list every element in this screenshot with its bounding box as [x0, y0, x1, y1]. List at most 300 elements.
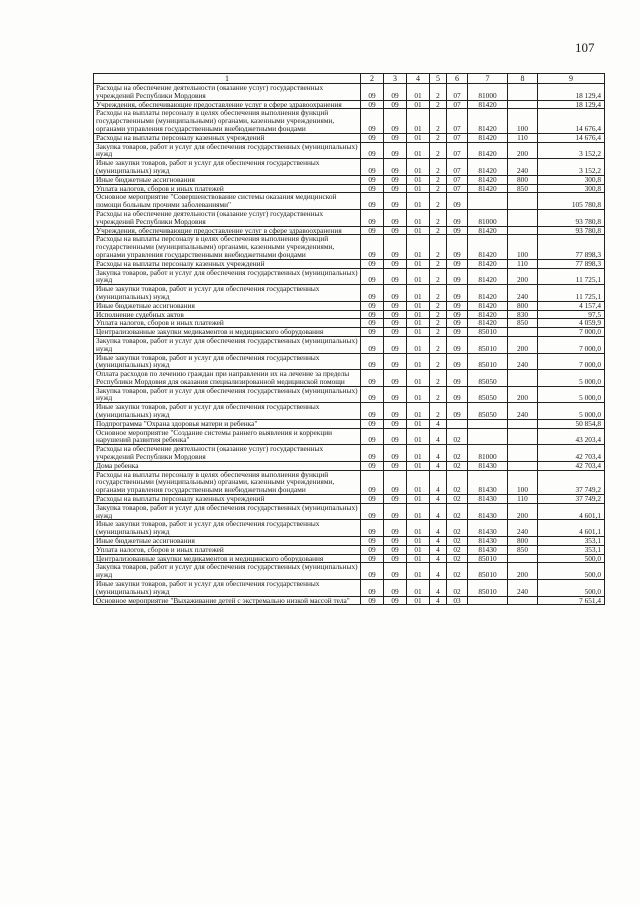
table-row: [94, 235, 605, 259]
code-expense-type-cell: 100: [508, 109, 538, 133]
row-name-cell: Расходы на обеспечение деятельности (оказание услуг) государственных учреждений Республики Мордовия: [94, 209, 361, 226]
table-row: [94, 328, 605, 337]
code-direction-cell: [468, 419, 508, 428]
code-program-cell: 01: [407, 537, 430, 546]
code-event-cell: 07: [447, 184, 468, 193]
row-name-cell: Дома ребенка: [94, 461, 361, 470]
code-program-cell: 01: [407, 226, 430, 235]
code-subprogram-cell: 2: [430, 386, 447, 403]
code-gp-cell: 09: [361, 386, 384, 403]
code-expense-type-cell: 800: [508, 301, 538, 310]
code-subprogram-cell: 4: [430, 545, 447, 554]
code-expense-type-cell: [508, 370, 538, 387]
row-name-cell: Закупка товаров, работ и услуг для обеспечения государственных (муниципальных) нужд: [94, 563, 361, 580]
row-sum-cell: 77 898,3: [538, 235, 605, 259]
row-name-cell: Иные закупки товаров, работ и услуг для обеспечения государственных (муниципальных) нужд: [94, 403, 361, 420]
row-sum-cell: 5 000,0: [538, 403, 605, 420]
row-sum-cell: 353,1: [538, 537, 605, 546]
code-gp-cell: 09: [361, 495, 384, 504]
row-sum-cell: 300,8: [538, 175, 605, 184]
row-name-cell: Закупка товаров, работ и услуг для обеспечения государственных (муниципальных) нужд: [94, 503, 361, 520]
code-direction-cell: 81000: [468, 209, 508, 226]
code-program-cell: 01: [407, 470, 430, 494]
code-event-cell: 09: [447, 209, 468, 226]
row-name-cell: Иные бюджетные ассигнования: [94, 301, 361, 310]
row-sum-cell: 11 725,1: [538, 285, 605, 302]
code-subprogram-cell: 2: [430, 100, 447, 109]
code-pp-cell: 09: [384, 545, 407, 554]
code-subprogram-cell: 2: [430, 319, 447, 328]
code-expense-type-cell: [508, 193, 538, 210]
code-event-cell: 02: [447, 545, 468, 554]
code-pp-cell: 09: [384, 184, 407, 193]
code-subprogram-cell: 2: [430, 193, 447, 210]
code-gp-cell: 09: [361, 301, 384, 310]
table-row: [94, 386, 605, 403]
table-row: [94, 268, 605, 285]
code-gp-cell: 09: [361, 370, 384, 387]
row-sum-cell: 42 703,4: [538, 445, 605, 462]
column-header: 5: [430, 74, 447, 84]
row-sum-cell: 18 129,4: [538, 84, 605, 101]
code-expense-type-cell: 850: [508, 545, 538, 554]
code-pp-cell: 09: [384, 100, 407, 109]
code-event-cell: 07: [447, 142, 468, 159]
code-gp-cell: 09: [361, 133, 384, 142]
code-program-cell: 01: [407, 328, 430, 337]
code-direction-cell: 85010: [468, 353, 508, 370]
code-pp-cell: 09: [384, 495, 407, 504]
row-name-cell: Закупка товаров, работ и услуг для обеспечения государственных (муниципальных) нужд: [94, 386, 361, 403]
code-expense-type-cell: 110: [508, 259, 538, 268]
code-event-cell: 09: [447, 319, 468, 328]
code-program-cell: 01: [407, 109, 430, 133]
code-pp-cell: 09: [384, 403, 407, 420]
code-direction-cell: 81430: [468, 537, 508, 546]
code-pp-cell: 09: [384, 268, 407, 285]
column-header: 8: [508, 74, 538, 84]
row-sum-cell: 3 152,2: [538, 142, 605, 159]
code-gp-cell: 09: [361, 328, 384, 337]
code-pp-cell: 09: [384, 537, 407, 546]
code-subprogram-cell: 4: [430, 503, 447, 520]
code-subprogram-cell: 4: [430, 495, 447, 504]
table-row: [94, 319, 605, 328]
row-sum-cell: 93 780,8: [538, 226, 605, 235]
code-pp-cell: 09: [384, 109, 407, 133]
table-row: [94, 133, 605, 142]
table-row: [94, 545, 605, 554]
row-name-cell: Централизованные закупки медикаментов и медицинского оборудования: [94, 554, 361, 563]
code-expense-type-cell: [508, 100, 538, 109]
code-program-cell: 01: [407, 310, 430, 319]
code-expense-type-cell: 850: [508, 184, 538, 193]
row-sum-cell: 42 703,4: [538, 461, 605, 470]
code-subprogram-cell: 2: [430, 268, 447, 285]
row-name-cell: Оплата расходов по лечению граждан при направлении их на лечение за пределы Республики Мордовия для оказания специализированной медицинской помощи: [94, 370, 361, 387]
code-pp-cell: 09: [384, 428, 407, 445]
code-event-cell: 02: [447, 470, 468, 494]
row-sum-cell: 500,0: [538, 554, 605, 563]
row-sum-cell: 4 059,9: [538, 319, 605, 328]
code-event-cell: 02: [447, 580, 468, 597]
code-program-cell: 01: [407, 159, 430, 176]
code-event-cell: 02: [447, 503, 468, 520]
code-event-cell: 09: [447, 328, 468, 337]
code-expense-type-cell: [508, 84, 538, 101]
table-row: [94, 596, 605, 605]
table-row: [94, 580, 605, 597]
code-subprogram-cell: 2: [430, 226, 447, 235]
code-subprogram-cell: 2: [430, 403, 447, 420]
code-subprogram-cell: 2: [430, 328, 447, 337]
row-sum-cell: 300,8: [538, 184, 605, 193]
row-sum-cell: 7 651,4: [538, 596, 605, 605]
code-subprogram-cell: 2: [430, 301, 447, 310]
table-row: [94, 370, 605, 387]
table-row: [94, 353, 605, 370]
code-gp-cell: 09: [361, 580, 384, 597]
code-gp-cell: 09: [361, 310, 384, 319]
code-event-cell: 07: [447, 159, 468, 176]
row-name-cell: Закупка товаров, работ и услуг для обеспечения государственных (муниципальных) нужд: [94, 142, 361, 159]
code-gp-cell: 09: [361, 336, 384, 353]
column-header: 9: [538, 74, 605, 84]
code-event-cell: 07: [447, 109, 468, 133]
code-pp-cell: 09: [384, 520, 407, 537]
code-gp-cell: 09: [361, 554, 384, 563]
column-header: 3: [384, 74, 407, 84]
code-direction-cell: 81420: [468, 100, 508, 109]
code-direction-cell: 81420: [468, 268, 508, 285]
table-row: [94, 310, 605, 319]
code-program-cell: 01: [407, 419, 430, 428]
code-direction-cell: 81420: [468, 184, 508, 193]
code-event-cell: 09: [447, 226, 468, 235]
code-subprogram-cell: 4: [430, 428, 447, 445]
code-direction-cell: 81420: [468, 259, 508, 268]
code-direction-cell: 81430: [468, 470, 508, 494]
code-event-cell: 09: [447, 353, 468, 370]
table-row: [94, 84, 605, 101]
code-pp-cell: 09: [384, 328, 407, 337]
row-sum-cell: 4 601,1: [538, 520, 605, 537]
code-program-cell: 01: [407, 193, 430, 210]
code-direction-cell: 81000: [468, 445, 508, 462]
code-subprogram-cell: 2: [430, 353, 447, 370]
code-expense-type-cell: 200: [508, 268, 538, 285]
code-direction-cell: 81420: [468, 226, 508, 235]
code-direction-cell: 81420: [468, 133, 508, 142]
code-direction-cell: 81420: [468, 159, 508, 176]
row-name-cell: Расходы на выплаты персоналу в целях обеспечения выполнения функций государственными (муниципальными) органами, казенными учреждениями, органами управления государственными внебюджетными фондами: [94, 109, 361, 133]
table-row: [94, 336, 605, 353]
code-expense-type-cell: [508, 328, 538, 337]
code-direction-cell: 81430: [468, 461, 508, 470]
row-sum-cell: 5 000,0: [538, 386, 605, 403]
code-program-cell: 01: [407, 503, 430, 520]
code-subprogram-cell: 4: [430, 520, 447, 537]
code-pp-cell: 09: [384, 445, 407, 462]
row-name-cell: Учреждения, обеспечивающие предоставление услуг в сфере здравоохранения: [94, 226, 361, 235]
code-gp-cell: 09: [361, 403, 384, 420]
code-gp-cell: 09: [361, 209, 384, 226]
code-direction-cell: [468, 193, 508, 210]
code-event-cell: 09: [447, 268, 468, 285]
code-subprogram-cell: 2: [430, 235, 447, 259]
code-event-cell: 07: [447, 133, 468, 142]
code-subprogram-cell: 2: [430, 84, 447, 101]
code-direction-cell: 81420: [468, 285, 508, 302]
row-name-cell: Иные закупки товаров, работ и услуг для обеспечения государственных (муниципальных) нужд: [94, 520, 361, 537]
table-row: [94, 445, 605, 462]
table-row: [94, 301, 605, 310]
code-subprogram-cell: 2: [430, 133, 447, 142]
column-header: 6: [447, 74, 468, 84]
code-gp-cell: 09: [361, 100, 384, 109]
code-expense-type-cell: 200: [508, 563, 538, 580]
code-event-cell: 09: [447, 301, 468, 310]
code-expense-type-cell: 200: [508, 142, 538, 159]
code-expense-type-cell: 240: [508, 285, 538, 302]
code-gp-cell: 09: [361, 226, 384, 235]
code-event-cell: 02: [447, 495, 468, 504]
row-name-cell: Уплата налогов, сборов и иных платежей: [94, 319, 361, 328]
row-name-cell: Основное мероприятие "Совершенствование системы оказания медицинской помощи больным прочими заболеваниями": [94, 193, 361, 210]
code-program-cell: 01: [407, 100, 430, 109]
row-name-cell: Централизованные закупки медикаментов и медицинского оборудования: [94, 328, 361, 337]
code-direction-cell: 81420: [468, 235, 508, 259]
table-row: [94, 403, 605, 420]
code-program-cell: 01: [407, 495, 430, 504]
code-expense-type-cell: [508, 428, 538, 445]
code-gp-cell: 09: [361, 353, 384, 370]
code-event-cell: 09: [447, 386, 468, 403]
code-program-cell: 01: [407, 580, 430, 597]
code-event-cell: 02: [447, 537, 468, 546]
code-event-cell: 02: [447, 461, 468, 470]
row-name-cell: Расходы на выплаты персоналу казенных учреждений: [94, 495, 361, 504]
code-gp-cell: 09: [361, 445, 384, 462]
code-pp-cell: 09: [384, 226, 407, 235]
code-direction-cell: 85050: [468, 386, 508, 403]
code-program-cell: 01: [407, 319, 430, 328]
code-expense-type-cell: 110: [508, 495, 538, 504]
code-direction-cell: 81420: [468, 142, 508, 159]
code-event-cell: 09: [447, 259, 468, 268]
code-subprogram-cell: 4: [430, 445, 447, 462]
table-row: [94, 226, 605, 235]
code-subprogram-cell: 4: [430, 537, 447, 546]
code-program-cell: 01: [407, 235, 430, 259]
code-subprogram-cell: 4: [430, 580, 447, 597]
code-direction-cell: 81430: [468, 503, 508, 520]
code-expense-type-cell: [508, 226, 538, 235]
row-sum-cell: 18 129,4: [538, 100, 605, 109]
table-row: [94, 554, 605, 563]
page-number: 107: [575, 40, 595, 55]
row-sum-cell: 77 898,3: [538, 259, 605, 268]
row-name-cell: Расходы на выплаты персоналу казенных учреждений: [94, 259, 361, 268]
code-subprogram-cell: 2: [430, 370, 447, 387]
code-subprogram-cell: 2: [430, 159, 447, 176]
code-program-cell: 01: [407, 428, 430, 445]
code-program-cell: 01: [407, 596, 430, 605]
code-direction-cell: 85050: [468, 370, 508, 387]
row-sum-cell: 3 152,2: [538, 159, 605, 176]
code-pp-cell: 09: [384, 580, 407, 597]
row-sum-cell: 50 854,8: [538, 419, 605, 428]
code-program-cell: 01: [407, 353, 430, 370]
row-name-cell: Исполнение судебных актов: [94, 310, 361, 319]
code-gp-cell: 09: [361, 428, 384, 445]
table-row: [94, 495, 605, 504]
code-program-cell: 01: [407, 445, 430, 462]
code-program-cell: 01: [407, 563, 430, 580]
code-pp-cell: 09: [384, 175, 407, 184]
code-pp-cell: 09: [384, 142, 407, 159]
code-event-cell: 07: [447, 100, 468, 109]
code-pp-cell: 09: [384, 461, 407, 470]
code-direction-cell: 81430: [468, 495, 508, 504]
column-header: 4: [407, 74, 430, 84]
code-pp-cell: 09: [384, 554, 407, 563]
code-program-cell: 01: [407, 133, 430, 142]
code-gp-cell: 09: [361, 596, 384, 605]
code-subprogram-cell: 2: [430, 142, 447, 159]
code-gp-cell: 09: [361, 193, 384, 210]
code-gp-cell: 09: [361, 319, 384, 328]
table-row: [94, 520, 605, 537]
code-gp-cell: 09: [361, 537, 384, 546]
row-sum-cell: 500,0: [538, 563, 605, 580]
code-gp-cell: 09: [361, 520, 384, 537]
row-name-cell: Подпрограмма "Охрана здоровья матери и ребенка": [94, 419, 361, 428]
row-sum-cell: 500,0: [538, 580, 605, 597]
code-expense-type-cell: 830: [508, 310, 538, 319]
row-name-cell: Учреждения, обеспечивающие предоставление услуг в сфере здравоохранения: [94, 100, 361, 109]
table-row: [94, 100, 605, 109]
code-pp-cell: 09: [384, 301, 407, 310]
code-subprogram-cell: 2: [430, 310, 447, 319]
row-name-cell: Иные бюджетные ассигнования: [94, 175, 361, 184]
code-gp-cell: 09: [361, 503, 384, 520]
code-program-cell: 01: [407, 554, 430, 563]
code-direction-cell: 81420: [468, 175, 508, 184]
row-name-cell: Уплата налогов, сборов и иных платежей: [94, 545, 361, 554]
code-direction-cell: 81420: [468, 109, 508, 133]
code-gp-cell: 09: [361, 461, 384, 470]
code-pp-cell: 09: [384, 503, 407, 520]
budget-table: [93, 73, 605, 605]
code-gp-cell: 09: [361, 109, 384, 133]
code-gp-cell: 09: [361, 563, 384, 580]
code-pp-cell: 09: [384, 209, 407, 226]
code-pp-cell: 09: [384, 84, 407, 101]
code-program-cell: 01: [407, 301, 430, 310]
code-event-cell: [447, 419, 468, 428]
row-sum-cell: 37 749,2: [538, 470, 605, 494]
row-name-cell: Иные закупки товаров, работ и услуг для обеспечения государственных (муниципальных) нужд: [94, 159, 361, 176]
code-program-cell: 01: [407, 545, 430, 554]
row-name-cell: Расходы на выплаты персоналу казенных учреждений: [94, 133, 361, 142]
code-subprogram-cell: 2: [430, 209, 447, 226]
code-pp-cell: 09: [384, 133, 407, 142]
code-expense-type-cell: 200: [508, 503, 538, 520]
table-row: [94, 503, 605, 520]
code-event-cell: 09: [447, 193, 468, 210]
column-number-row: [94, 74, 605, 84]
code-expense-type-cell: 200: [508, 386, 538, 403]
table-row: [94, 142, 605, 159]
table-row: [94, 209, 605, 226]
row-name-cell: Иные закупки товаров, работ и услуг для обеспечения государственных (муниципальных) нужд: [94, 285, 361, 302]
table-row: [94, 470, 605, 494]
code-expense-type-cell: 240: [508, 403, 538, 420]
code-pp-cell: 09: [384, 419, 407, 428]
row-name-cell: Расходы на выплаты персоналу в целях обеспечения выполнения функций государственными (муниципальными) органами, казенными учреждениями, органами управления государственными внебюджетными фондами: [94, 235, 361, 259]
code-subprogram-cell: 4: [430, 461, 447, 470]
code-subprogram-cell: 4: [430, 563, 447, 580]
row-sum-cell: 97,5: [538, 310, 605, 319]
code-subprogram-cell: 4: [430, 419, 447, 428]
code-pp-cell: 09: [384, 386, 407, 403]
code-event-cell: 02: [447, 428, 468, 445]
row-sum-cell: 4 157,4: [538, 301, 605, 310]
code-expense-type-cell: [508, 445, 538, 462]
code-direction-cell: 85010: [468, 336, 508, 353]
code-event-cell: 02: [447, 445, 468, 462]
code-program-cell: 01: [407, 520, 430, 537]
code-pp-cell: 09: [384, 310, 407, 319]
code-program-cell: 01: [407, 461, 430, 470]
code-direction-cell: 85010: [468, 580, 508, 597]
row-name-cell: Иные закупки товаров, работ и услуг для обеспечения государственных (муниципальных) нужд: [94, 353, 361, 370]
table-row: [94, 461, 605, 470]
row-name-cell: Иные бюджетные ассигнования: [94, 537, 361, 546]
code-program-cell: 01: [407, 370, 430, 387]
table-row: [94, 159, 605, 176]
row-sum-cell: 11 725,1: [538, 268, 605, 285]
code-direction-cell: 81420: [468, 301, 508, 310]
code-expense-type-cell: 110: [508, 133, 538, 142]
code-subprogram-cell: 2: [430, 184, 447, 193]
row-name-cell: Расходы на обеспечение деятельности (оказание услуг) государственных учреждений Республики Мордовия: [94, 445, 361, 462]
code-program-cell: 01: [407, 285, 430, 302]
code-pp-cell: 09: [384, 285, 407, 302]
code-pp-cell: 09: [384, 235, 407, 259]
code-gp-cell: 09: [361, 142, 384, 159]
code-expense-type-cell: [508, 461, 538, 470]
row-name-cell: Основное мероприятие "Создание системы раннего выявления и коррекции нарушений развития ребенка": [94, 428, 361, 445]
row-sum-cell: 4 601,1: [538, 503, 605, 520]
code-program-cell: 01: [407, 403, 430, 420]
code-program-cell: 01: [407, 84, 430, 101]
code-direction-cell: 85010: [468, 554, 508, 563]
code-direction-cell: 85010: [468, 563, 508, 580]
code-expense-type-cell: 240: [508, 353, 538, 370]
code-pp-cell: 09: [384, 259, 407, 268]
column-header: 7: [468, 74, 508, 84]
code-event-cell: 09: [447, 370, 468, 387]
code-program-cell: 01: [407, 386, 430, 403]
row-name-cell: Иные закупки товаров, работ и услуг для обеспечения государственных (муниципальных) нужд: [94, 580, 361, 597]
code-subprogram-cell: 4: [430, 554, 447, 563]
code-subprogram-cell: 2: [430, 259, 447, 268]
code-subprogram-cell: 4: [430, 470, 447, 494]
code-event-cell: 03: [447, 596, 468, 605]
row-sum-cell: 43 203,4: [538, 428, 605, 445]
